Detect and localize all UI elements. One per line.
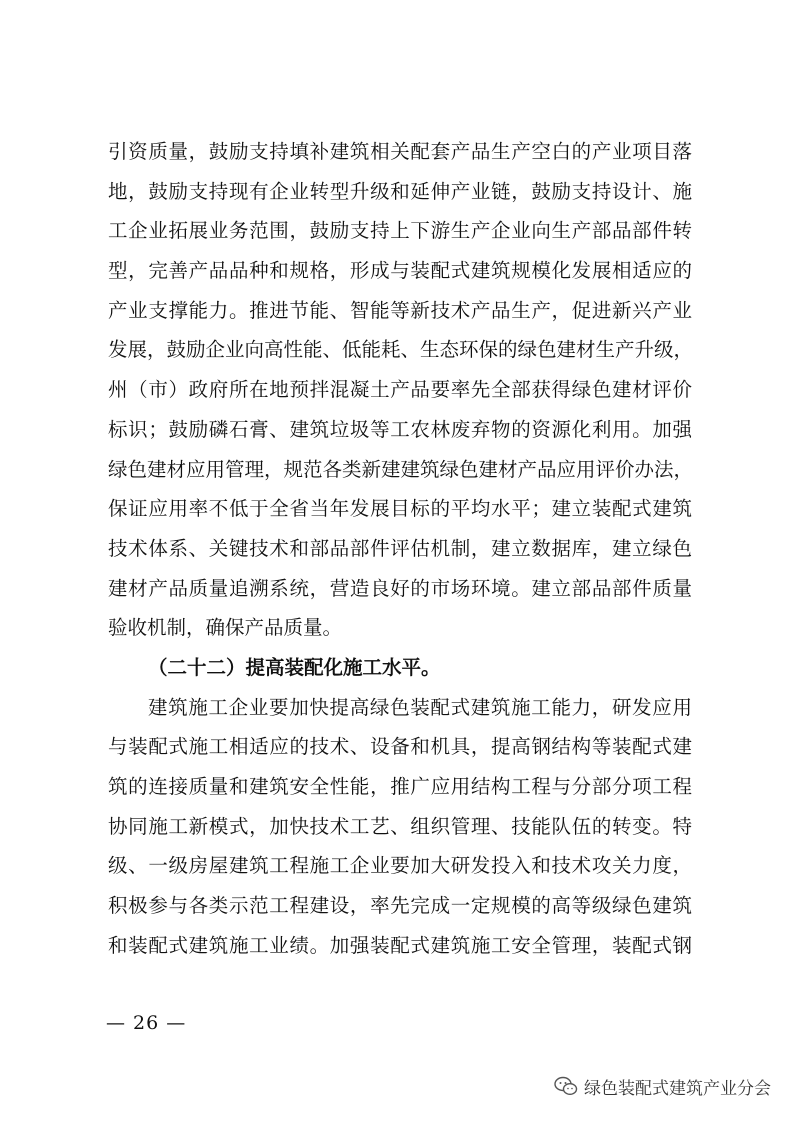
text-line: 标识；鼓励磷石膏、建筑垃圾等工农林废弃物的资源化利用。加强	[108, 417, 692, 441]
text-line: 地，鼓励支持现有企业转型升级和延伸产业链，鼓励支持设计、施	[108, 179, 692, 203]
watermark-text: 绿色装配式建筑产业分会	[584, 1079, 771, 1099]
text-line: 建材产品质量追溯系统，营造良好的市场环境。建立部品部件质量	[108, 576, 692, 600]
text-line: 筑的连接质量和建筑安全性能，推广应用结构工程与分部分项工程	[108, 775, 692, 798]
text-line: 产业支撑能力。推进节能、智能等新技术产品生产，促进新兴产业	[108, 298, 692, 322]
watermark	[554, 1074, 771, 1099]
text-line: 保证应用率不低于全省当年发展目标的平均水平；建立装配式建筑	[108, 497, 692, 521]
text-line: 和装配式建筑施工业绩。加强装配式建筑施工安全管理，装配式钢	[108, 933, 692, 957]
text-line: 绿色建材应用管理，规范各类新建建筑绿色建材产品应用评价办法，	[108, 457, 694, 481]
text-line: 发展，鼓励企业向高性能、低能耗、生态环保的绿色建材生产升级，	[108, 338, 694, 362]
section-heading: （二十二）提高装配化施工水平。	[148, 655, 441, 679]
text-line: 验收机制，确保产品质量。	[108, 616, 343, 640]
text-line: 州（市）政府所在地预拌混凝土产品要率先全部获得绿色建材评价	[108, 378, 692, 402]
text-line: 与装配式施工相适应的技术、设备和机具，提高钢结构等装配式建	[108, 735, 692, 759]
text-line: 型，完善产品品种和规格，形成与装配式建筑规模化发展相适应的	[108, 259, 692, 283]
text-line: 工企业拓展业务范围，鼓励支持上下游生产企业向生产部品部件转	[108, 219, 692, 243]
text-line: 建筑施工企业要加快提高绿色装配式建筑施工能力，研发应用	[148, 695, 692, 719]
text-line: 级、一级房屋建筑工程施工企业要加大研发投入和技术攻关力度，	[108, 854, 692, 878]
wechat-icon	[554, 1076, 578, 1098]
text-line: 积极参与各类示范工程建设，率先完成一定规模的高等级绿色建筑	[108, 894, 692, 918]
text-line: 协同施工新模式，加快技术工艺、组织管理、技能队伍的转变。特	[108, 814, 692, 838]
page-number: — 26 —	[106, 1012, 187, 1034]
text-line: 技术体系、关键技术和部品部件评估机制，建立数据库，建立绿色	[108, 536, 692, 560]
text-line: 引资质量，鼓励支持填补建筑相关配套产品生产空白的产业项目落	[108, 140, 692, 163]
body-text	[108, 132, 692, 965]
